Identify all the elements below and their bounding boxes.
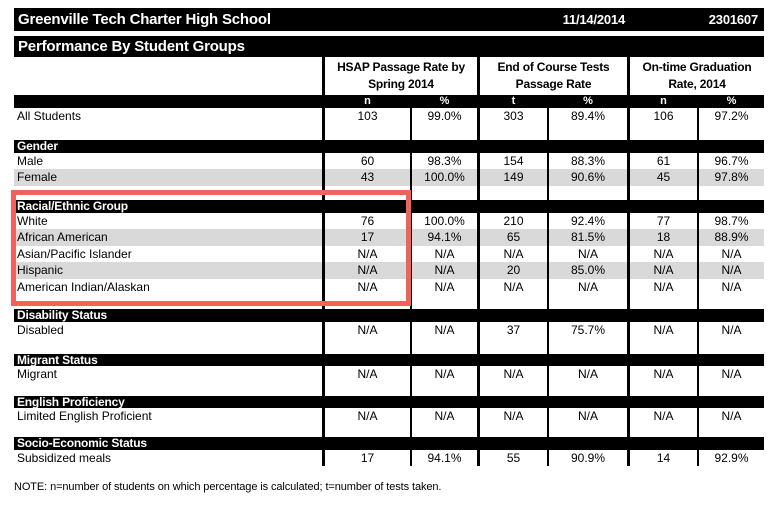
cell-grad-n: 18	[627, 229, 697, 246]
row-label: American Indian/Alaskan	[17, 279, 150, 294]
cell-hsap-n: 60	[322, 153, 410, 170]
cell-hsap-pct: N/A	[410, 408, 477, 425]
cell-hsap-pct: N/A	[410, 262, 477, 279]
spacer-row	[14, 338, 764, 354]
table-row-female	[14, 169, 764, 186]
cell-grad-pct: 98.7%	[697, 213, 764, 230]
cell-eoc-pct: 88.3%	[547, 153, 627, 170]
cell-hsap-pct: 94.1%	[410, 229, 477, 246]
table-row-all-students	[14, 108, 764, 125]
cell-hsap-n: N/A	[322, 408, 410, 425]
cell-eoc-pct: N/A	[547, 408, 627, 425]
spacer-row	[14, 186, 764, 201]
section-title: Migrant Status	[17, 352, 98, 367]
subheader-label-spacer	[14, 95, 322, 108]
cell-hsap-pct: 98.3%	[410, 153, 477, 170]
cell-hsap-n: 103	[322, 108, 410, 125]
cell-grad-n: N/A	[627, 262, 697, 279]
section-bar-disability-status	[14, 309, 764, 322]
section-title: Gender	[17, 139, 58, 153]
cell-eoc-t: N/A	[477, 246, 547, 263]
section-title: English Proficiency	[17, 394, 125, 409]
row-label: Hispanic	[17, 263, 64, 277]
table-row-asian-pacific-islander	[14, 246, 764, 263]
cell-grad-pct: 92.9%	[697, 450, 764, 467]
cell-hsap-n: N/A	[322, 262, 410, 279]
cell-eoc-t: 55	[477, 450, 547, 467]
cell-eoc-t: N/A	[477, 279, 547, 296]
section-bar-migrant-status	[14, 354, 764, 367]
cell-grad-pct: 88.9%	[697, 229, 764, 246]
cell-grad-n: N/A	[627, 279, 697, 296]
spacer-row	[14, 383, 764, 396]
cell-eoc-t: N/A	[477, 366, 547, 383]
cell-eoc-t: 20	[477, 262, 547, 279]
cell-eoc-pct: 75.7%	[547, 322, 627, 339]
cell-hsap-n: N/A	[322, 366, 410, 383]
cell-eoc-pct: 81.5%	[547, 229, 627, 246]
cell-grad-n: 61	[627, 153, 697, 170]
cell-eoc-t: 303	[477, 108, 547, 125]
row-label: Migrant	[17, 367, 58, 381]
cell-hsap-n: 76	[322, 213, 410, 230]
table-row-hispanic	[14, 262, 764, 279]
row-label: Male	[17, 153, 44, 168]
cell-grad-n: 45	[627, 169, 697, 186]
cell-eoc-t: 210	[477, 213, 547, 230]
table-row-limited-english-proficient	[14, 408, 764, 425]
report-id: 2301607	[708, 12, 758, 27]
cell-grad-n: N/A	[627, 366, 697, 383]
cell-grad-pct: N/A	[697, 408, 764, 425]
table-row-white	[14, 213, 764, 230]
cell-grad-pct: N/A	[697, 322, 764, 339]
subheader-hsap-pct: %	[410, 95, 477, 108]
cell-grad-n: N/A	[627, 246, 697, 263]
column-group-eoc	[477, 57, 627, 95]
cell-hsap-pct: 94.1%	[410, 450, 477, 467]
cell-eoc-pct: 92.4%	[547, 213, 627, 230]
cell-grad-n: N/A	[627, 322, 697, 339]
section-bar-racial-ethnic-group	[14, 200, 764, 213]
cell-grad-n: 77	[627, 213, 697, 230]
cell-eoc-t: 65	[477, 229, 547, 246]
column-group-graduation	[627, 57, 764, 95]
column-group-hsap-line2: Spring 2014	[368, 77, 434, 91]
section-bar-english-proficiency	[14, 396, 764, 409]
cell-eoc-pct: 90.9%	[547, 450, 627, 467]
section-title: Socio-Economic Status	[17, 436, 147, 450]
cell-grad-n: 106	[627, 108, 697, 125]
subheader-eoc-t: t	[477, 95, 547, 108]
cell-hsap-pct: N/A	[410, 246, 477, 263]
cell-grad-pct: 97.2%	[697, 108, 764, 125]
cell-eoc-pct: 85.0%	[547, 262, 627, 279]
table-row-subsidized-meals	[14, 450, 764, 467]
table-row-american-indian-alaskan	[14, 279, 764, 296]
cell-grad-n: N/A	[627, 408, 697, 425]
column-group-hsap	[322, 57, 477, 95]
report-date: 11/14/2014	[562, 12, 625, 27]
cell-eoc-t: 37	[477, 322, 547, 339]
cell-grad-n: 14	[627, 450, 697, 467]
cell-hsap-pct: 100.0%	[410, 169, 477, 186]
report-subtitle: Performance By Student Groups	[18, 38, 245, 55]
row-label: Disabled	[17, 322, 64, 337]
cell-eoc-pct: 90.6%	[547, 169, 627, 186]
subheader-hsap-n: n	[322, 95, 410, 108]
column-subheader-bar	[14, 95, 764, 108]
cell-hsap-n: N/A	[322, 279, 410, 296]
cell-hsap-pct: N/A	[410, 279, 477, 296]
cell-grad-pct: N/A	[697, 366, 764, 383]
column-group-graduation-line2: Rate, 2014	[668, 77, 726, 91]
column-group-graduation-line1: On-time Graduation	[642, 60, 752, 74]
label-column-spacer	[14, 57, 322, 95]
cell-grad-pct: 97.8%	[697, 169, 764, 186]
column-group-eoc-line2: Passage Rate	[515, 77, 592, 91]
subheader-grad-n: n	[627, 95, 697, 108]
table-row-migrant	[14, 366, 764, 383]
row-label: Subsidized meals	[17, 450, 112, 465]
section-bar-socio-economic-status	[14, 437, 764, 450]
section-title: Racial/Ethnic Group	[17, 199, 128, 213]
cell-eoc-pct: 89.4%	[547, 108, 627, 125]
row-label: All Students	[17, 109, 82, 123]
subheader-eoc-pct: %	[547, 95, 627, 108]
cell-hsap-n: 17	[322, 450, 410, 467]
table-row-disabled	[14, 322, 764, 339]
row-label: Asian/Pacific Islander	[17, 246, 132, 261]
row-label: Limited English Proficient	[17, 409, 152, 423]
cell-hsap-pct: 100.0%	[410, 213, 477, 230]
column-group-headers	[14, 57, 764, 95]
footnote: NOTE: n=number of students on which percentage is calculated; t=number of tests taken.	[14, 481, 442, 493]
cell-hsap-pct: N/A	[410, 322, 477, 339]
row-label: African American	[17, 230, 108, 244]
column-group-hsap-line1: HSAP Passage Rate by	[337, 60, 465, 74]
cell-eoc-t: 149	[477, 169, 547, 186]
table-row-male	[14, 153, 764, 170]
spacer-row	[14, 295, 764, 309]
section-title: Disability Status	[17, 308, 107, 322]
report-header-bar	[14, 8, 764, 31]
cell-grad-pct: 96.7%	[697, 153, 764, 170]
cell-eoc-pct: N/A	[547, 366, 627, 383]
spacer-row	[14, 125, 764, 141]
cell-grad-pct: N/A	[697, 262, 764, 279]
report-subtitle-bar	[14, 36, 764, 57]
table-row-african-american	[14, 229, 764, 246]
cell-eoc-pct: N/A	[547, 246, 627, 263]
subheader-grad-pct: %	[697, 95, 764, 108]
row-label: Female	[17, 170, 58, 184]
school-name: Greenville Tech Charter High School	[18, 11, 271, 28]
cell-grad-pct: N/A	[697, 246, 764, 263]
cell-hsap-pct: N/A	[410, 366, 477, 383]
column-group-eoc-line1: End of Course Tests	[497, 60, 610, 74]
cell-grad-pct: N/A	[697, 279, 764, 296]
cell-hsap-n: 43	[322, 169, 410, 186]
cell-hsap-pct: 99.0%	[410, 108, 477, 125]
cell-hsap-n: N/A	[322, 322, 410, 339]
cell-hsap-n: 17	[322, 229, 410, 246]
cell-eoc-t: 154	[477, 153, 547, 170]
cell-eoc-pct: N/A	[547, 279, 627, 296]
section-bar-gender	[14, 140, 764, 153]
cell-hsap-n: N/A	[322, 246, 410, 263]
cell-eoc-t: N/A	[477, 408, 547, 425]
row-label: White	[17, 213, 48, 228]
